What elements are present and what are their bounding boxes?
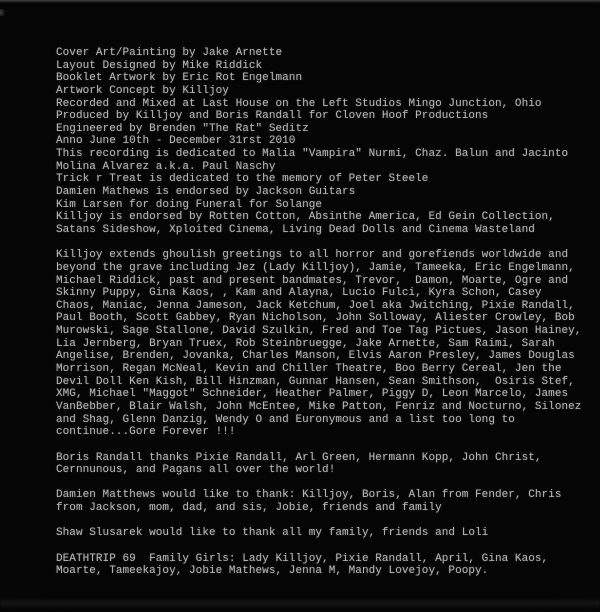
credits-line: This recording is dedicated to Malia "Vampira" Nurmi, Chaz. Balun and Jacinto <box>56 148 569 161</box>
photo-edge-glare-top <box>0 0 600 4</box>
deathtrip-family-girls <box>56 553 594 578</box>
credits-line: Killjoy extends ghoulish greetings to all horror and gorefiends worldwide and <box>56 249 569 262</box>
credits-line: beyond the grave including Jez (Lady Killjoy), Jamie, Tameeka, Eric Engelmann, <box>56 261 575 274</box>
liner-notes-text <box>56 47 594 578</box>
credits-line: Murowski, Sage Stallone, David Szulkin, Fred and Toe Tag Pictues, Jason Hainey, <box>56 325 582 338</box>
credits-line: Recorded and Mixed at Last House on the Left Studios Mingo Junction, Ohio <box>56 97 542 110</box>
credits-line: and Shag, Glenn Danzig, Wendy O and Euronymous and a list too long to <box>56 413 515 426</box>
credits-line: Devil Doll Ken Kish, Bill Hinzman, Gunnar Hansen, Sean Smithson, Osiris Stef, <box>56 375 575 388</box>
credits-line: continue...Gore Forever !!! <box>56 426 236 439</box>
damien-thanks <box>56 489 594 514</box>
credits-line: Engineered by Brenden "The Rat" Seditz <box>56 122 309 135</box>
credits-line: Paul Booth, Scott Gabbey, Ryan Nicholson, John Solloway, Aliester Crowley, Bob <box>56 312 575 325</box>
boris-thanks <box>56 452 594 477</box>
credits-line: from Jackson, mom, dad, and sis, Jobie, friends and family <box>56 502 442 515</box>
credits-line: Morrison, Regan McNeal, Kevin and Chiller Theatre, Boo Berry Cereal, Jen the <box>56 363 562 376</box>
credits-line: Michael Riddick, past and present bandmates, Trevor, Damon, Moarte, Ogre and <box>56 274 569 287</box>
credits-line: Cernnunous, and Pagans all over the world! <box>56 464 336 477</box>
credits-line: Layout Designed by Mike Riddick <box>56 59 263 72</box>
credits-line: Artwork Concept by Killjoy <box>56 84 229 97</box>
shaw-thanks <box>56 527 594 540</box>
credits-line: Boris Randall thanks Pixie Randall, Arl Green, Hermann Kopp, John Christ, <box>56 451 542 464</box>
credits-line: VanBebber, Blair Walsh, John McEntee, Mike Patton, Fenriz and Nocturno, Silonez <box>56 400 582 413</box>
credits-line: Anno June 10th - December 31rst 2010 <box>56 135 296 148</box>
credits-line: Trick r Treat is dedicated to the memory of Peter Steele <box>56 173 429 186</box>
photo-edge-glare-bottom <box>0 598 600 610</box>
credits-line: Booklet Artwork by Eric Rot Engelmann <box>56 72 303 85</box>
credits-line: Angelise, Brenden, Jovanka, Charles Manson, Elvis Aaron Presley, James Douglas <box>56 350 575 363</box>
photo-edge-mark-left <box>0 9 7 16</box>
credits-line: Skinny Puppy, Gina Kaos, , Kam and Alayna, Lucio Fulci, Kyra Schon, Casey <box>56 287 542 300</box>
credits-line: Damien Matthews would like to thank: Killjoy, Boris, Alan from Fender, Chris <box>56 489 562 502</box>
production-credits <box>56 47 594 237</box>
credits-line: Kim Larsen for doing Funeral for Solange <box>56 198 323 211</box>
credits-line: Cover Art/Painting by Jake Arnette <box>56 47 283 59</box>
credits-line: Moarte, Tameekajoy, Jobie Mathews, Jenna M, Mandy Lovejoy, Poopy. <box>56 565 489 578</box>
credits-line: Shaw Slusarek would like to thank all my family, friends and Loli <box>56 527 489 540</box>
credits-line: Damien Mathews is endorsed by Jackson Guitars <box>56 186 356 199</box>
killjoy-greetings <box>56 249 594 439</box>
credits-line: DEATHTRIP 69 Family Girls: Lady Killjoy, Pixie Randall, April, Gina Kaos, <box>56 552 549 565</box>
credits-line: Produced by Killjoy and Boris Randall for Cloven Hoof Productions <box>56 110 489 123</box>
credits-line: Killjoy is endorsed by Rotten Cotton, Absinthe America, Ed Gein Collection, <box>56 211 555 224</box>
credits-line: Molina Alvarez a.k.a. Paul Naschy <box>56 160 276 173</box>
credits-line: Lia Jernberg, Bryan Truex, Rob Steinbruegge, Jake Arnette, Sam Raimi, Sarah <box>56 337 555 350</box>
credits-line: Satans Sideshow, Xploited Cinema, Living Dead Dolls and Cinema Wasteland <box>56 223 535 236</box>
credits-line: XMG, Michael "Maggot" Schneider, Heather Palmer, Piggy D, Leon Marcelo, James <box>56 388 569 401</box>
credits-line: Chaos, Maniac, Jenna Jameson, Jack Ketchum, Joel aka Jwitching, Pixie Randall, <box>56 299 575 312</box>
